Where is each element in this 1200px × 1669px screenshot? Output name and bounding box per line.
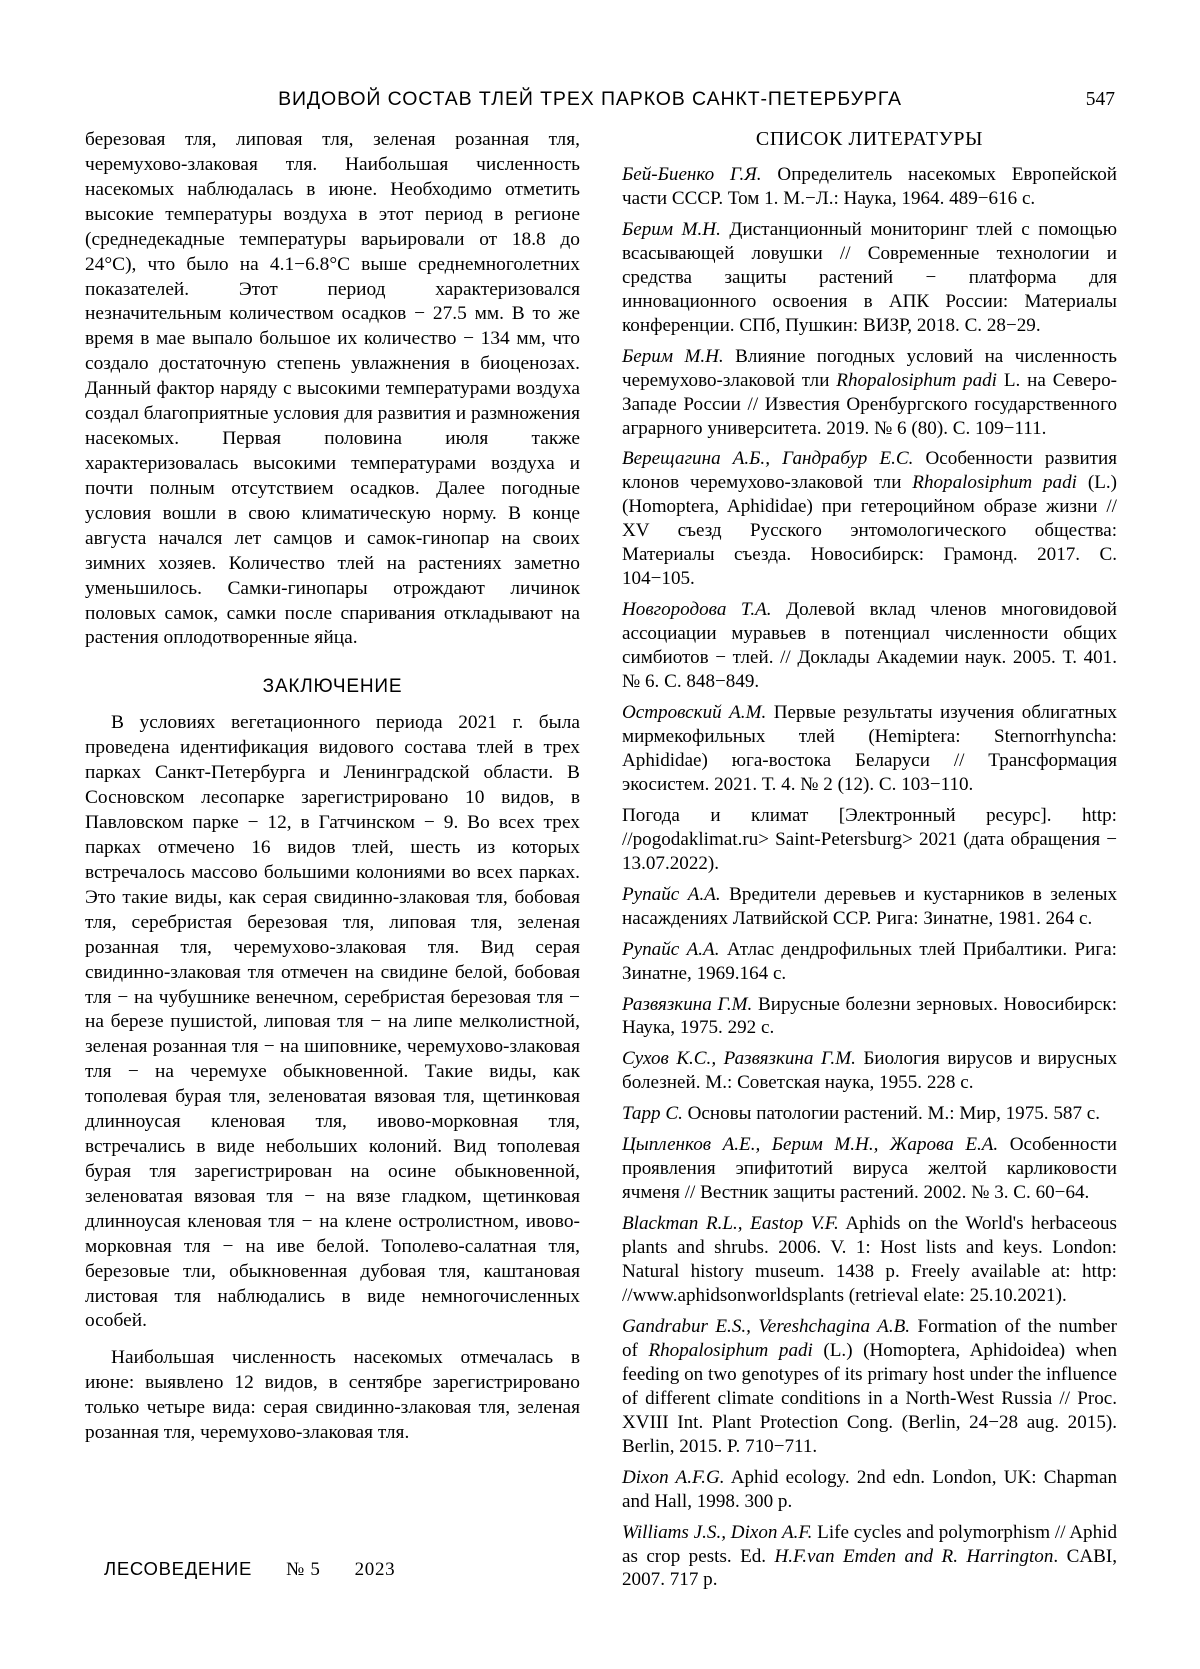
reference-author: Верещагина А.Б., Гандрабур Е.С. (622, 448, 914, 470)
reference-text: Вредители деревьев и кустарников в зеленых насаждениях Латвийской ССР. Рига: Зинатне, 1981. 264 с. (622, 883, 1117, 929)
reference-text: Атлас дендрофильных тлей Прибалтики. Рига: Зинатне, 1969.164 с. (622, 938, 1117, 984)
reference-entry (622, 993, 1117, 1041)
reference-text: Погода и климат [Электронный ресурс]. http: //pogodaklimat.ru> Saint-Petersburg> 2021 (дата обращения − 13.07.2022). (622, 804, 1117, 874)
reference-text: Aphids on the World's herbaceous plants and shrubs. 2006. V. 1: Host lists and keys. London: Natural history museum. 1438 p. Freely available at: http: //www.aphidsonworldsplants (retrieval elate: 25.10.2021). (622, 1213, 1117, 1306)
conclusion-paragraph-2: Наибольшая численность насекомых отмечалась в июне: выявлено 12 видов, в сентябре зарегистрировано только четыре вида: серая свидинно-злаковая тля, зеленая розанная тля, черемухово-злаковая тля. (85, 1347, 580, 1444)
reference-text: Вирусные болезни зерновых. Новосибирск: Наука, 1975. 292 с. (622, 993, 1117, 1039)
reference-text: Особенности проявления эпифитотий вируса желтой карликовости ячменя // Вестник защиты растений. 2002. № 3. С. 60−64. (622, 1134, 1117, 1204)
reference-entry (622, 883, 1117, 931)
reference-entry (622, 804, 1117, 876)
reference-text: Дистанционный мониторинг тлей с помощью всасывающей ловушки // Современные технологии и средства защиты растений − платформа для инновационного освоения в АПК России: Материалы конференции. СПб, Пушкин: ВИЗР, 2018. С. 28−29. (622, 218, 1117, 336)
reference-entry (622, 1466, 1117, 1514)
reference-author: Blackman R.L., Eastop V.F. (622, 1213, 839, 1235)
reference-author: Островский А.М. (622, 702, 767, 724)
reference-entry (622, 447, 1117, 591)
continued-paragraph: березовая тля, липовая тля, зеленая розанная тля, черемухово-злаковая тля. Наибольшая численность насекомых наблюдалась в июне. Необходимо отметить высокие температуры воздуха в этот период в регионе (среднедекадные температуры варьировали от 18.8 до 24°C), что было на 4.1−6.8°C выше среднемноголетних показателей. Этот период характеризовался незначительным количеством осадков − 27.5 мм. В то же время в мае выпало большое их количество − 134 мм, что создало достаточную степень увлажнения в биоценозах. Данный фактор наряду с высокими температурами воздуха создал благоприятные условия для развития и размножения насекомых. Первая половина июля также характеризовалась высокими температурами воздуха и почти полным отсутствием осадков. Далее погодные условия вошли в свою климатическую норму. В конце августа начался лет самцов и самок-гинопар на своих зимних хозяев. Количество тлей на растениях заметно уменьшилось. Самки-гинопары отрождают личинок половых самок, самки после спаривания откладывают на растения оплодотворенные яйца. (85, 129, 580, 649)
reference-author: Рупайс А.А. (622, 938, 720, 960)
reference-entry (622, 1133, 1117, 1205)
reference-author: Рупайс А.А. (622, 883, 721, 905)
reference-entry (622, 1521, 1117, 1593)
reference-text: Биология вирусов и вирусных болезней. М.: Советская наука, 1955. 228 с. (622, 1048, 1117, 1094)
reference-text: Formation of the number of Rhopalosiphum padi (L.) (Homoptera, Aphidoidea) when feeding on two genotypes of its primary host under the influence of different climate conditions in a North-West Russia // Proc. XVIII Int. Plant Protection Cong. (Berlin, 24−28 aug. 2015). Berlin, 2015. P. 710−711. (622, 1315, 1117, 1457)
reference-author: Gandrabur E.S., Vereshchagina A.B. (622, 1315, 911, 1337)
page-header (85, 88, 1115, 111)
reference-text: Aphid ecology. 2nd edn. London, UK: Chapman and Hall, 1998. 300 p. (622, 1466, 1117, 1512)
conclusion-paragraph-1: В условиях вегетационного периода 2021 г. была проведена идентификация видового состава тлей в трех парках Санкт-Петербурга и Ленинградской области. В Сосновском лесопарке зарегистрировано 10 видов, в Павловском парке − 12, в Гатчинском − 9. Во всех трех парках отмечено 16 видов тлей, шесть из которых встречалось массово большими колониями во всех парках. Это такие виды, как серая свидинно-злаковая тля, бобовая тля, серебристая березовая тля, липовая тля, зеленая розанная тля, черемухово-злаковая тля. Вид серая свидинно-злаковая тля отмечен на свидине белой, бобовая тля − на чубушнике венечном, серебристая березовая тля − на березе пушистой, липовая тля − на липе мелколистной, зеленая розанная тля − на шиповнике, черемухово-злаковая тля − на черемухе обыкновенной. Такие виды, как тополевая бурая тля, зеленоватая вязовая тля, щетинковая длинноусая кленовая тля, ивово-морковная тля, встречались в виде небольших колоний. Вид тополевая бурая тля зарегистрирован на осине обыкновенной, зеленоватая вязовая тля − на вязе гладком, щетинковая длинноусая кленовая тля − на клене остролистном, ивово-морковная тля − на иве белой. Тополево-салатная тля, березовые тли, обыкновенная дубовая тля, каштановая листовая тля наблюдались в виде немногочисленных особей. (85, 712, 580, 1332)
reference-author: Сухов К.С., Развязкина Г.М. (622, 1048, 856, 1070)
reference-author: Берим М.Н. (622, 345, 724, 367)
references-heading: СПИСОК ЛИТЕРАТУРЫ (755, 128, 984, 150)
two-column-body (85, 128, 1117, 1599)
reference-entry (622, 1212, 1117, 1308)
reference-text: Life cycles and polymorphism // Aphid as crop pests. Ed. H.F.van Emden and R. Harrington. CABI, 2007. 717 p. (622, 1521, 1117, 1591)
reference-entry (622, 1315, 1117, 1459)
reference-entry (622, 938, 1117, 986)
reference-author: Williams J.S., Dixon A.F. (622, 1521, 813, 1543)
left-column (85, 128, 580, 1599)
reference-entry (622, 345, 1117, 441)
reference-text: Влияние погодных условий на численность черемухово-злаковой тли Rhopalosiphum padi L. на Северо-Западе России // Известия Оренбургского государственного аграрного университета. 2019. № 6 (80). С. 109−111. (622, 345, 1118, 439)
journal-name: ЛЕСОВЕДЕНИЕ (104, 1558, 253, 1579)
section-heading-conclusion: ЗАКЛЮЧЕНИЕ (262, 676, 403, 698)
publication-year: 2023 (354, 1559, 396, 1580)
reference-author: Новгородова Т.А. (622, 599, 772, 621)
reference-entry (622, 701, 1117, 797)
reference-text: Основы патологии растений. М.: Мир, 1975. 587 с. (682, 1103, 1101, 1125)
reference-entry (622, 598, 1117, 694)
right-column (622, 128, 1117, 1599)
reference-list (622, 163, 1117, 1592)
reference-entry (622, 1047, 1117, 1095)
reference-author: Тарр С. (622, 1103, 683, 1125)
page-number: 547 (1085, 89, 1115, 110)
reference-text: Определитель насекомых Европейской части СССР. Том 1. М.−Л.: Наука, 1964. 489−616 с. (622, 164, 1117, 209)
reference-entry (622, 163, 1117, 211)
reference-author: Бей-Биенко Г.Я. (622, 164, 762, 185)
reference-entry (622, 218, 1117, 338)
reference-text: Особенности развития клонов черемухово-злаковой тли Rhopalosiphum padi (L.) (Homoptera, Aphididae) при гетероцийном образе жизни // XV съезд Русского энтомологического общества: Материалы съезда. Новосибирск: Грамонд. 2017. С. 104−105. (622, 448, 1118, 590)
reference-author: Берим М.Н. (622, 218, 721, 240)
reference-entry (622, 1102, 1117, 1126)
reference-text: Первые результаты изучения облигатных мирмекофильных тлей (Hemiptera: Sternorrhyncha: Aphididae) юга-востока Беларуси // Трансформация экосистем. 2021. Т. 4. № 2 (12). С. 103−110. (622, 702, 1117, 795)
reference-author: Цыпленков А.Е., Берим М.Н., Жарова Е.А. (622, 1134, 999, 1156)
running-title: ВИДОВОЙ СОСТАВ ТЛЕЙ ТРЕХ ПАРКОВ САНКТ-ПЕТЕРБУРГА (278, 88, 902, 110)
reference-author: Развязкина Г.М. (622, 993, 753, 1015)
page-footer (104, 1558, 395, 1581)
reference-text: Долевой вклад членов многовидовой ассоциации муравьев в потенциал численности общих симбиотов − тлей. // Доклады Академии наук. 2005. Т. 401. № 6. С. 848−849. (622, 599, 1117, 693)
reference-author: Dixon A.F.G. (622, 1466, 725, 1488)
issue-number: № 5 (286, 1559, 321, 1580)
